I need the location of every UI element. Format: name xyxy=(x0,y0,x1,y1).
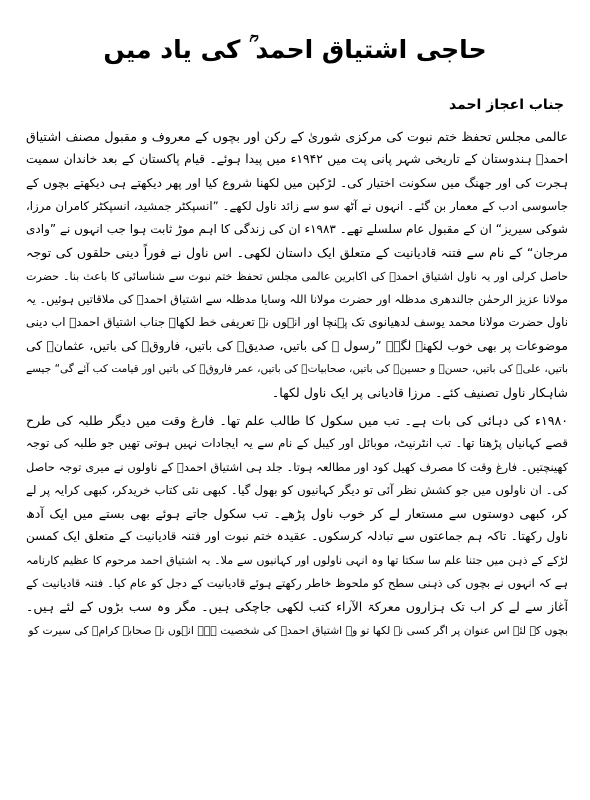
text-line: شاہکار ناول تصنیف کئے۔ مرزا قادیانی پر ایک ناول لکھا۔ xyxy=(271,385,568,401)
text-line: لڑکے کے ذہن میں جتنا علم سا سکتا تھا وہ انہی ناولوں اور کہانیوں سے ملا۔ یہ اشتیاق احمد مرحوم کا عظیم کارنامہ xyxy=(26,553,568,567)
paragraph-2 xyxy=(26,409,568,642)
text-line: ہے کہ انہوں نے بچوں کی ذہنی سطح کو ملحوظ خاطر رکھتے ہوئے قادیانیت کے دجل کو عام کیا۔ فتنہ قادیانیت کے xyxy=(26,576,568,591)
text-line: باتیں، علیؓ کی باتیں، حسنؓ و حسینؓ کی باتیں، صحابیاتؓ کی باتیں، عمر فاروقؓ کی باتیں اور قیامت کب آئے گی“ جیسے xyxy=(26,362,568,375)
text-line: مرجان“ کے نام سے فتنہ قادیانیت کے متعلق ایک داستان لکھی۔ اس ناول نے فوراً دینی حلقوں کی توجہ xyxy=(26,245,568,261)
text-line: کھینچتیں۔ فارغ وقت کا مصرف کھیل کود اور مطالعہ ہوتا۔ جلد ہی اشتیاق احمدؒ کے ناولوں نے میری توجہ حاصل xyxy=(26,459,568,474)
text-line: ناول حضرت مولانا محمد یوسف لدھیانوی تک پہنچا اور انہوں نے تعریفی خط لکھا۔ جناب اشتیاق احمدؒ اب دینی xyxy=(26,315,568,330)
text-line: بچوں کے لئے اس عنوان پر اگر کسی نے لکھا تو وہ اشتیاق احمدؒ کی شخصیت ہے۔ انہوں نے صحابہ کرامؓ کی سیرت کو xyxy=(28,623,568,637)
text-line: ۱۹۸۰ء کی دہائی کی بات ہے۔ تب میں سکول کا طالب علم تھا۔ فارغ وقت میں دیگر طلبہ کی طرح xyxy=(26,413,568,428)
text-line: ہجرت کی اور جھنگ میں سکونت اختیار کی۔ لڑکپن میں لکھنا شروع کیا اور پھر دیکھتے ہی دیکھتے بچوں کے xyxy=(26,175,568,190)
text-line: قصے کہانیاں پڑھتا تھا۔ تب انٹرنیٹ، موبائل اور کیبل کے نام سے یہ ایجادات نہیں ہوتی تھیں جو طلبہ کی توجہ xyxy=(26,436,568,451)
text-line: جاسوسی ادب کے معمار بن گئے۔ انہوں نے آٹھ سو سے زائد ناول لکھے۔ ”انسپکٹر جمشید، انسپکٹر کامران مرزا، xyxy=(26,198,568,213)
text-line: احمدؒ ہندوستان کے تاریخی شہر پانی پت میں ۱۹۴۲ء میں پیدا ہوئے۔ قیام پاکستان کے بعد خاندان سمیت xyxy=(26,152,568,167)
article-title: حاجی اشتیاق احمد ؒ کی یاد میں xyxy=(103,35,487,64)
text-line: حاصل کرلی اور یہ ناول اشتیاق احمدؒ کی اکابرین عالمی مجلس تحفظ ختم نبوت سے شناسائی کا باعث بنا۔ حضرت xyxy=(26,269,568,283)
text-line: موضوعات پر بھی خوب لکھنے لگے۔ ”رسول ﷺ کی باتیں، صدیقؓ کی باتیں، فاروقؓ کی باتیں، عثمانؓ کی xyxy=(26,338,568,353)
author-byline: جناب اعجاز احمد xyxy=(448,97,564,113)
text-line: کر، کبھی دوستوں سے مستعار لے کر خوب ناول پڑھے۔ تب سکول جاتے ہوئے بھی بستے میں ایک آدھ xyxy=(26,506,568,522)
text-line: آغاز سے لے کر اب تک ہزاروں معرکۃ الآراء کتب لکھی جاچکی ہیں۔ مگر وہ سب بڑوں کے لئے ہیں۔ xyxy=(26,599,568,615)
text-line: کی۔ ان ناولوں میں جو کشش نظر آئی تو دیگر کہانیوں کو بھول گیا۔ کبھی نئی کتاب خریدکر، کبھی کرایہ پر لے xyxy=(26,482,568,497)
text-line: مولانا عزیز الرحمٰن جالندھری مدظلہ اور حضرت مولانا اللہ وسایا مدظلہ سے اشتیاق احمدؒ کی ملاقاتیں ہوئیں۔ یہ xyxy=(26,292,568,307)
text-line: شوکی سیریز“ ان کے مقبول عام سلسلے تھے۔ ۱۹۸۳ء ان کی زندگی کا اہم موڑ ثابت ہوا جب انہوں نے ”وادی xyxy=(26,222,568,237)
text-line: ناول رکھتا۔ تاکہ ہم جماعتوں سے تبادلہ کرسکوں۔ عقیدہ ختم نبوت اور فتنہ قادیانیت کے متعلق ایک کمسن xyxy=(26,529,568,544)
text-line: عالمی مجلس تحفظ ختم نبوت کی مرکزی شوریٰ کے رکن اور بچوں کے معروف و مقبول مصنف اشتیاق xyxy=(26,129,568,144)
paragraph-1 xyxy=(26,125,568,405)
